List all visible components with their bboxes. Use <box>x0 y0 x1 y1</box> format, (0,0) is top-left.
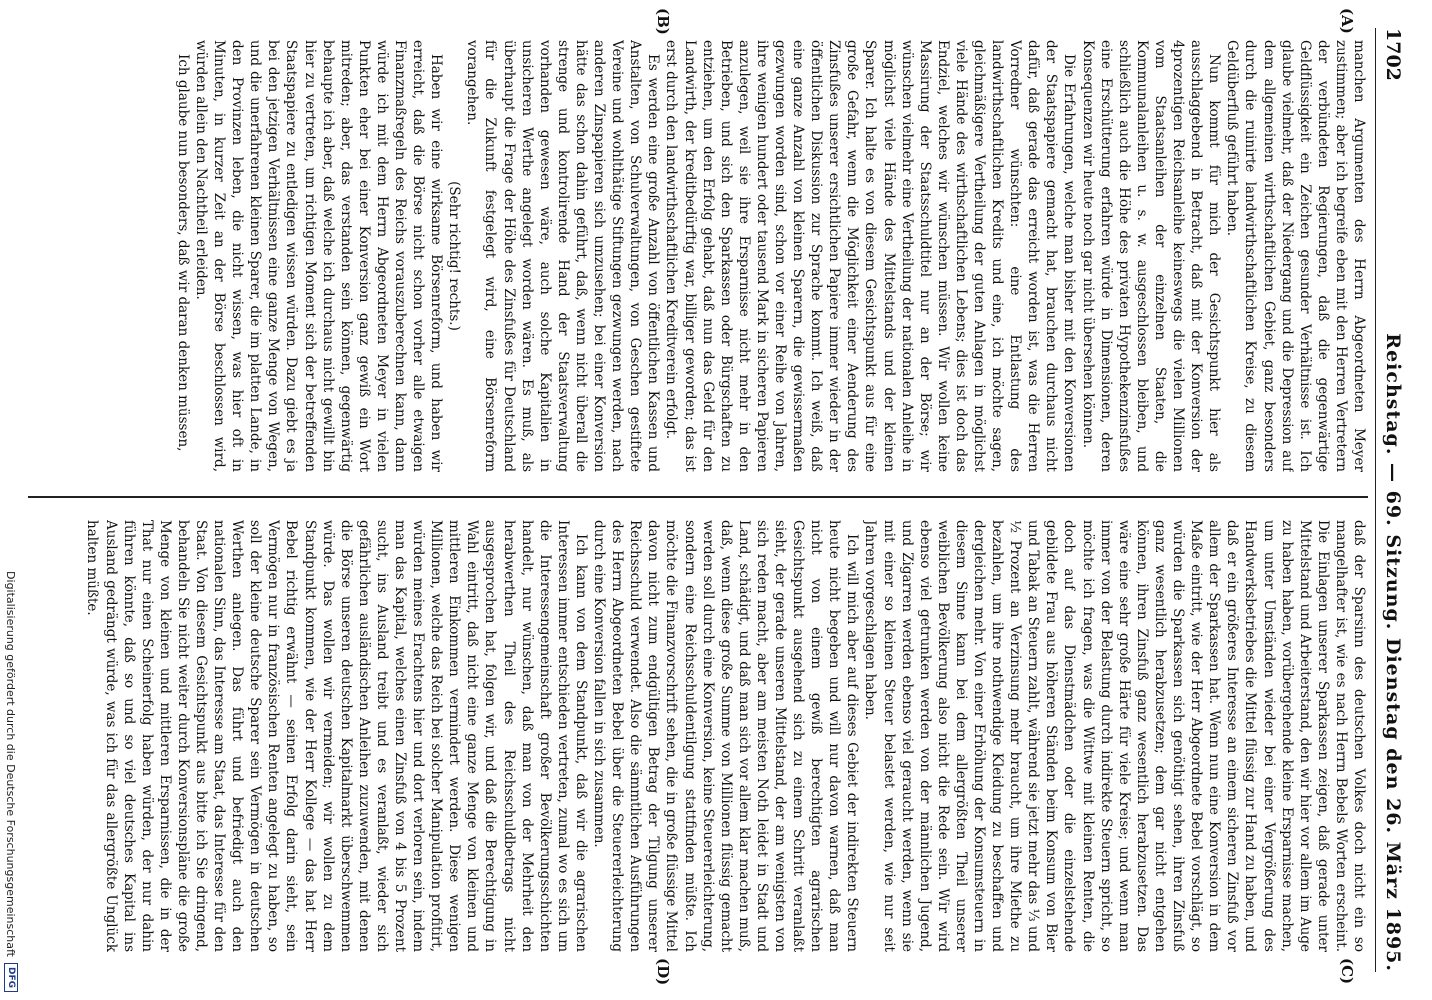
dfg-logo: DFG <box>4 963 18 992</box>
digitization-credit <box>0 0 22 1000</box>
left-column <box>38 40 1368 472</box>
paragraph: Ich glaube nun besonders, daß wir daran denken müssen, <box>174 54 191 452</box>
column-divider <box>28 496 1368 498</box>
running-title: Reichstag. — 69. Sitzung. Dienstag den 26. März 1895. <box>1382 333 1404 972</box>
credit-text: Digitalisierung gefördert durch die Deutsche Forschungsgemeinschaft <box>4 571 18 957</box>
paragraph: Es werden eine große Anzahl von öffentlichen Kassen und Anstalten, von Schulverwaltungen, von Geschen gestiftete Vereine und wohlthätige Stiftungen gezwungen werden, nach anderen Zinspapieren sich umzusehen; bei einer Konversion hätte das schon dahin geführt, daß, wenn nicht überall die strenge und kontrolirende Hand der Staatsverwaltung vorhanden gewesen wäre, auch solche Kapitalien in unsicheren Werthe angelegt worden wären. Es muß, als überhaupt die Frage der Höhe des Zinsfußes für Deutschland für die Zukunft festgelegt wird, eine Börsenreform vorangehen. <box>464 40 662 472</box>
paragraph: Ich kann von dem Standpunkt, daß wir die agrarischen Interessen immer entschieden vertreten, zumal wo es sich um die Interessengemeinschaft großer Bevölkerungsschichten handelt, nur wünschen, daß man von der Mehrheit den herabwerthen Theil des Reichsschuldbetrags nicht ausgesprochen hat, folgen wir, und daß die Berechtigung in Wahl eintritt, daß nicht eine ganze Menge von kleinen und mittleren Einkommen vermindert werden. Diese wenigen Millionen, welche das Reich bei solcher Manipulation profitirt, würden meines Erachtens hier und dort verloren sein, indem man das Kapital, welches einen Zinsfuß von 4 bis 5 Prozent sucht, ins Ausland treibt und es veranlaßt, wieder sich gefährlichen ausländischen Anleihen zuzuwenden, mit denen die Börse unseren deutschen Kapitalmarkt überschwemmen würde. Das wollen wir vermeiden; wir wollen zu dem Standpunkt kommen, wie der Herr Kollege — das hat Herr Bebel richtig erwähnt — seinen Erfolg darin sieht, sein Vermögen nur in französischen Renten angelegt zu haben, so soll der kleine deutsche Sparer sein Vermögen in deutschen Werthen anlegen. Das führt und befriedigt auch den nationalen Sinn, das Interesse am Staat, das Interesse für den Staat. Von diesem Gesichtspunkt aus bitte ich Sie dringend, behandeln Sie nicht weiter durch Konversionspläne die große Menge von kleinen und mittleren Ersparnissen, die in der That nur einen Scheinerfolg haben würden, der nur dahin führen könnte, daß so und so viel deutsches Kapital ins Ausland gedrängt würde, was ich für das allergrößte Unglück halten müßte. <box>84 520 589 952</box>
margin-marker-a: (A) <box>1338 8 1356 34</box>
paragraph: manchen Argumenten des Herrn Abgeordneten Meyer zustimmen; aber ich begreife eben mit den Herren Vertretern der verbündeten Regierungen, daß die gegenwärtige Geldflüssigkeit ein Zeichen gesunder Verhältnisse ist. Ich glaube vielmehr, daß der Niedergang und die Depression auf dem allgemeinen wirthschaftlichen Gebiet, ganz besonders durch die ruinirte landwirthschaftlichen Kreise, zu diesem Geldüberfluß geführt haben. <box>1224 40 1367 472</box>
margin-marker-c: (C) <box>1338 958 1356 985</box>
paragraph: daß der Sparsinn des deutschen Volkes doch nicht ein so mangelhafter ist, wie es nach Herrn Bebels Worten erscheint. Die Einlagen unserer Sparkassen zeigen, daß gerade unter Mittelstand und Arbeiterstand, den wir hier vor allem im Auge zu haben haben, vorübergehende kleine Ersparnisse machen, um unter Umständen wieder bei einer Vergrößerung des Handwerksbetriebes die Mittel flüssig zur Hand zu haben, und daß er ein größeres Interesse an einem sicheren Zinsfuß vor allem der Sparkassen hat. Wenn nun eine Konversion in dem Maße eintritt, wie der Herr Abgeordnete Bebel vorschlägt, so würden die Sparkassen sich genöthigt sehen, ihren Zinsfuß ganz wesentlich herabzusetzen; dem gar nicht entgehen können, ihren Zinsfuß ganz wesentlich herabzusetzen. Das wäre eine sehr große Härte für viele Kreise; und wenn man immer von der Belastung durch indirekte Steuern spricht, so möchte ich fragen, was die Wittwe mit kleinen Renten, die doch auf das Dienstmädchen oder die einzelstehende gebildete Frau aus höheren Ständen beim Konsum von Bier und Tabak an Steuern zahlt, während sie jetzt mehr das ⅓ und ½ Prozent an Verzinsung mehr braucht, um ihre Miethe zu bezahlen, um ihre nothwendige Kleidung zu beschaffen und dergleichen mehr. Von einer Erhöhung der Konsumsteuern in diesem Sinne kann bei dem allergrößten Theil unserer weiblichen Bevölkerung also nicht die Rede sein. Wir wird ebenso viel getrunken werden von der männlichen Jugend, und Zigarren werden ebenso viel geraucht werden, wenn sie mit einer so kleinen Steuer belastet werden, wie nur seit Jahren vorgeschlagen haben. <box>862 520 1367 952</box>
margin-marker-b: (B) <box>654 8 672 35</box>
paragraph: Haben wir eine wirksame Börsenreform, und haben wir erreicht, daß die Börse nicht schon vorher alle etwaigen Finanzmaßregeln des Reichs vorauszuberechnen kann, dann würde ich mit dem Herrn Abgeordneten Meyer in vielen Punkten eher bei einer Konversion ganz gewiß ein Wort mitreden; aber, das verstanden sein können, gegenwärtig behaupte ich aber, daß welche ich durchaus nicht gewillt bin hier zu vertreten, um richtigen Moment sich der betreffenden Staatspapiere zu entledigen wissen würden. Dazu giebt es ja bei den jetzigen Verhältnissen eine ganze Menge von Wegen, und die unerfahrenen kleinen Sparer, die im platten Lande, in den Provinzen leben, die nicht wissen, was hier oft in Minuten, in kurzer Zeit an der Börse beschlossen wird, würden allein den Nachtheil erleiden. <box>193 40 445 472</box>
interjection: (Sehr richtig! rechts.) <box>446 181 463 331</box>
right-column <box>38 520 1368 952</box>
margin-marker-d: (D) <box>654 958 672 986</box>
page-number: 1702 <box>1382 28 1404 81</box>
page-header <box>1375 28 1410 972</box>
paragraph: Nun kommt für mich der Gesichtspunkt hier als ausschlaggebend in Betracht, daß mit der Konversion der 4prozentigen Reichsanleihe keineswegs die vielen Millionen vom Staatsanleihen der einzelnen Staaten, die Kommunalanleihen u. s. w. ausgeschlossen bleiben, und schließlich auch die Höhe des privaten Hypothekenzinsfußes eine Erschütterung erfahren würde in Dimensionen, deren Konsequenzen wir heute noch gar nicht übersehen können. <box>1079 40 1223 472</box>
paragraph: Die Erfahrungen, welche man bisher mit den Konversionen der Staatspapiere gemacht hat, brauchen durchaus nicht dafür, daß gerade das erreicht worden ist, was die Herren Vorredner wünschten: eine Entlastung des landwirthschaftlichen Kredits und eine, ich möchte sagen, gleichmäßigere Vertheilung der guten Anlagen in möglichst viele Hände des wirthschaftlichen Lebens; dies ist doch das Endziel, welches wir wünschen müssen. Wir wollen keine Massirung der Staatsschuldtitel nur an der Börse; wir wünschen vielmehr eine Vertheilung der nationalen Anleihe in möglichst viele Hände des Mittelstands und der kleinen Sparer. Ich halte es von diesem Gesichtspunkt aus für eine große Gefahr, wenn die Möglichkeit einer Aenderung des Zinsfußes unserer ersichtlichen Papiere immer wieder in der öffentlichen Diskussion zur Sprache kommt. Ich weiß, daß eine ganze Anzahl von kleinen Sparern, die gewissermaßen gezwungen worden sind, schon vor einer Reihe von Jahren, ihre wenigen hundert oder tausend Mark in sicheren Papieren anzulegen, weil sie ihre Ersparnisse nicht mehr in den Betrieben, und sich den Sparkassen oder Bürgschaften zu entziehen, um den Erfolg gehabt, daß nun das Geld für den Landwirth, der kreditbedürftig war, billiger geworden; das ist erst durch den landwirthschaftlichen Kreditverein erfolgt. <box>663 40 1078 472</box>
paragraph: Ich will mich aber auf dieses Gebiet der indirekten Steuern heute nicht begeben und will nur davon warnen, daß man nicht von einem gewiß berechtigten agrarischen Gesichtspunkt ausgehend sich zu einem Schritt veranlaßt sieht, der gerade unseren Mittelstand, der am wenigsten von sich reden macht, aber am meisten Noth leidet in Stadt und Land, schädigt, und daß man sich vor allem klar machen muß, daß, wenn diese große Summe von Millionen flüssig gemacht werden soll durch eine Konversion, keine Steuererleichterung, sondern eine Reichsschuldentilgung stattfinden müßte. Ich möchte die Finanzvorschrift sehen, die in große flüssige Mittel davon nicht zum endgültigen Betrag der Tilgung unserer Reichsschuld verwendet. Also die sämmtlichen Ausführungen des Herrn Abgeordneten Bebel über die Steuererleichterung durch eine Konversion fallen in sich zusammen. <box>591 520 861 952</box>
